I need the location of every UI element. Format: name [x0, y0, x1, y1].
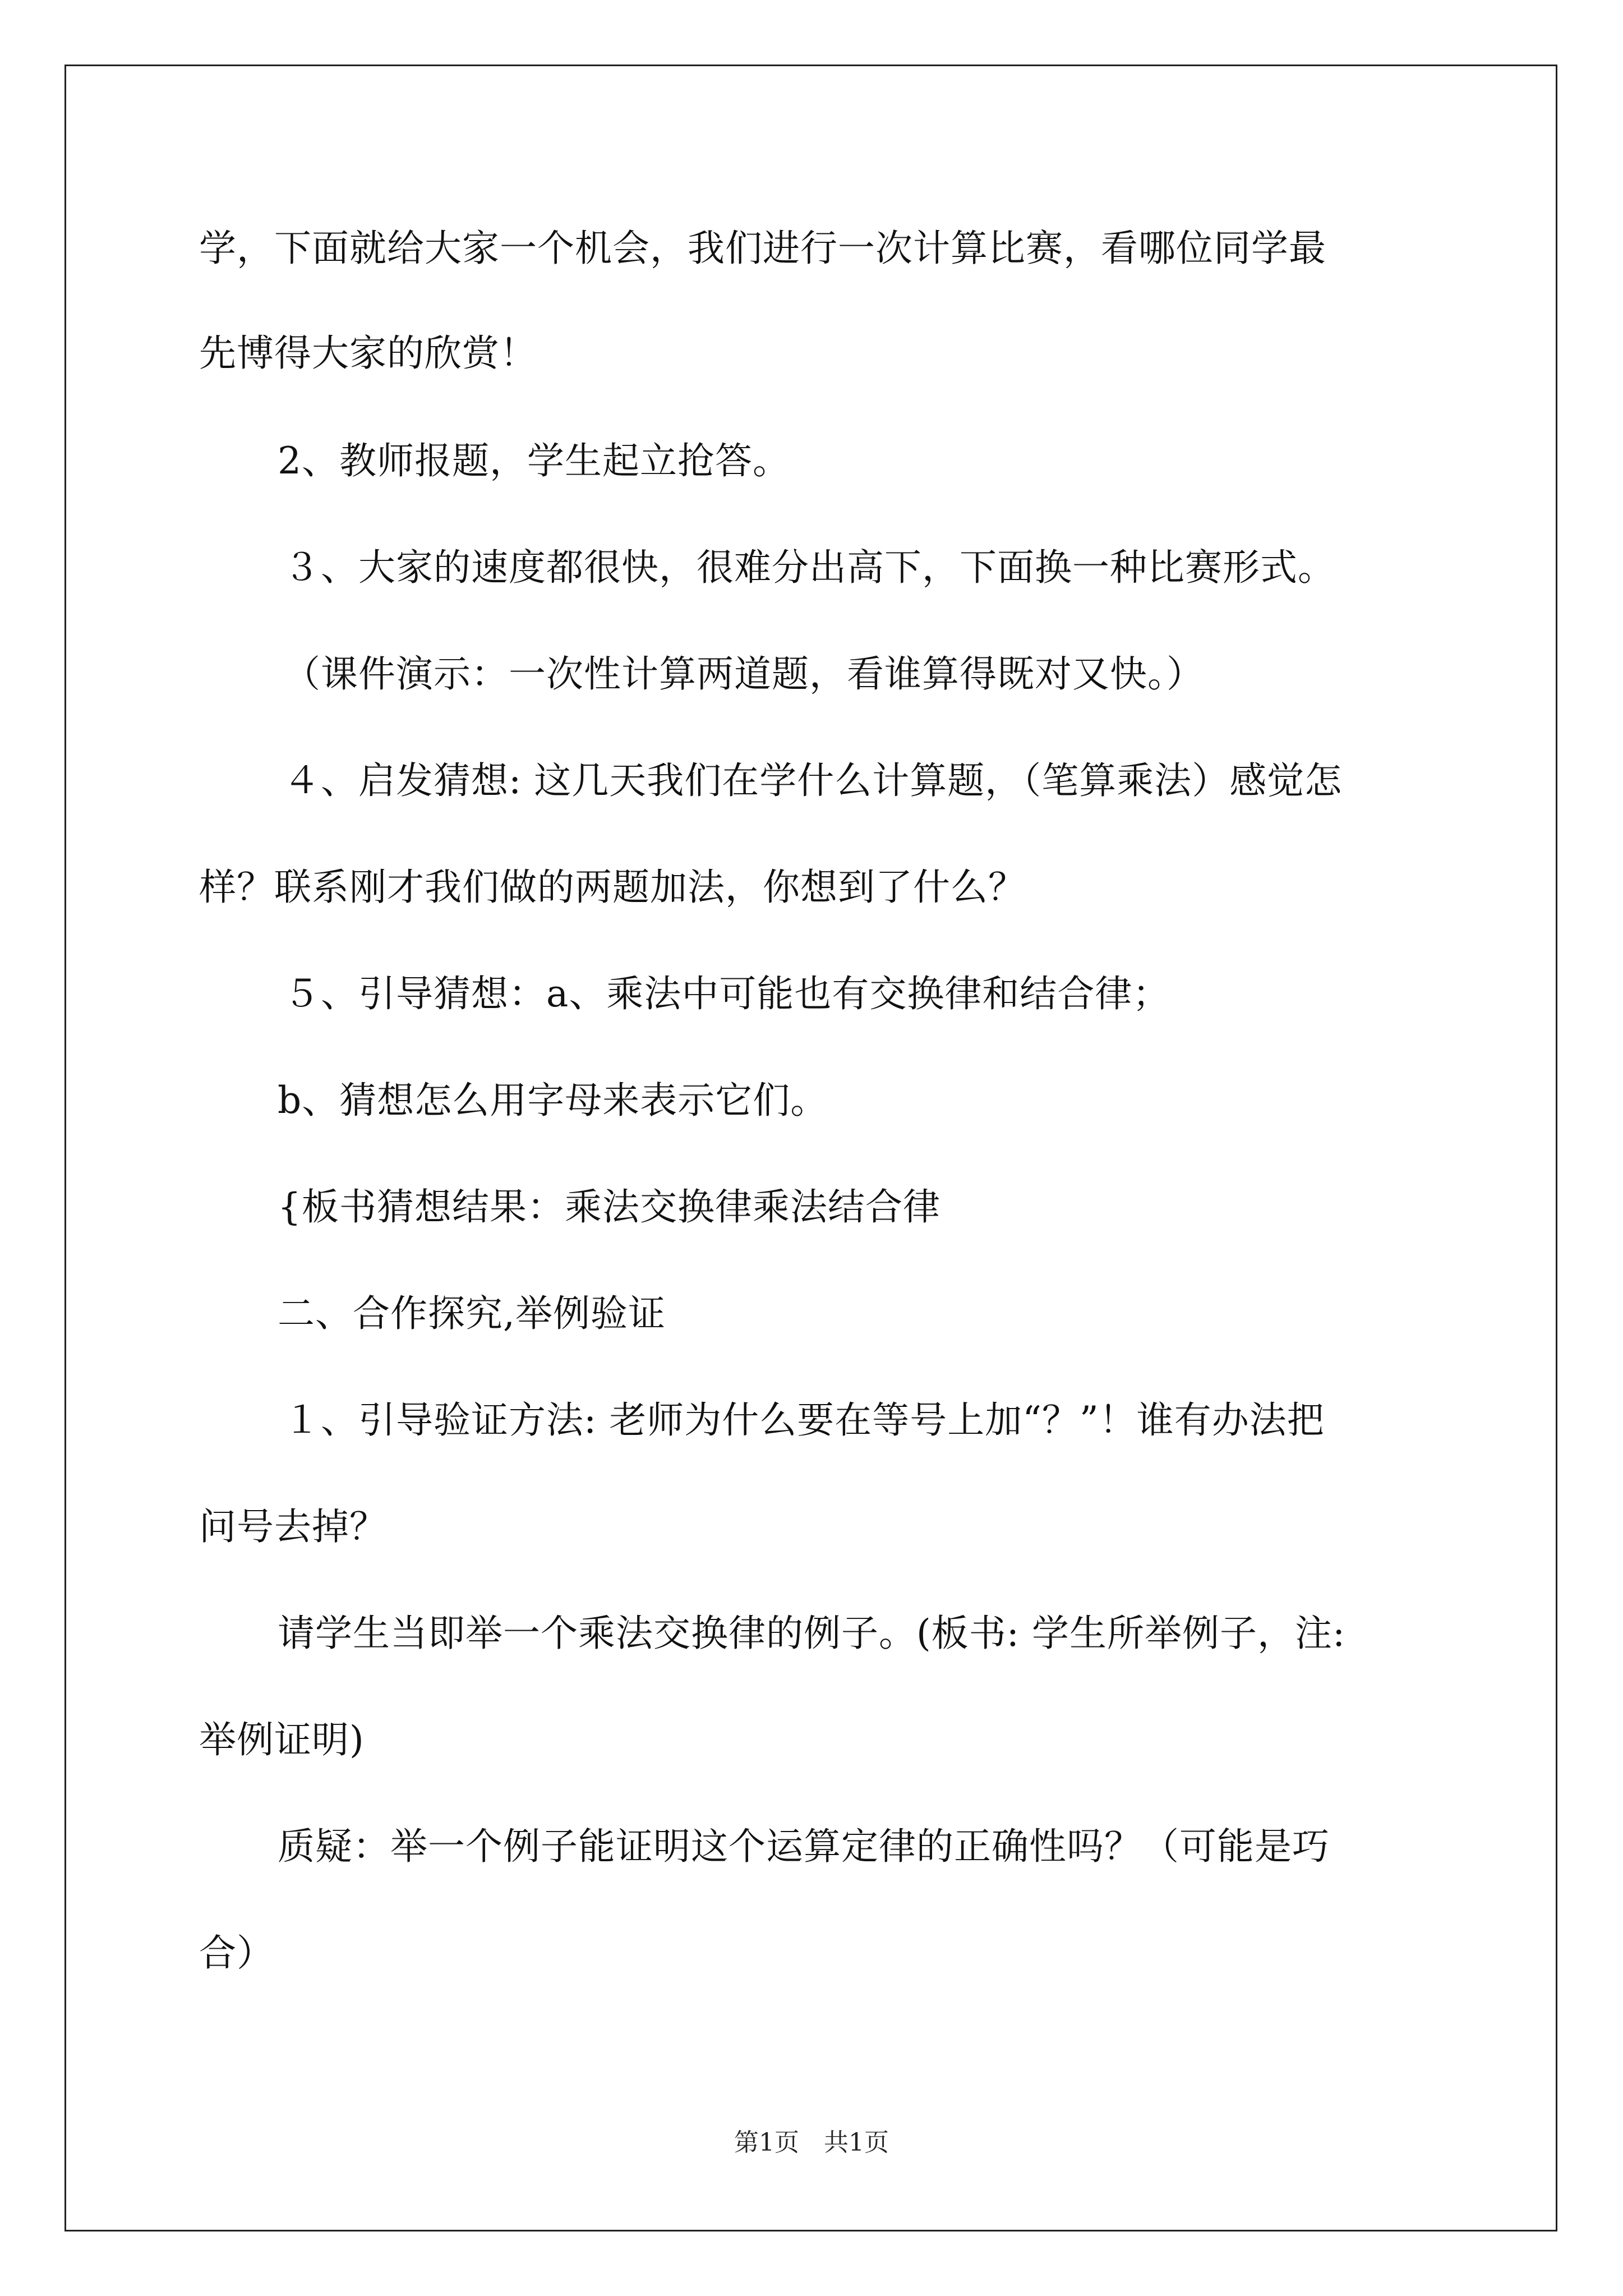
paragraph-line-17: 合）: [199, 1931, 274, 1975]
paragraph-line-16: 质疑：举一个例子能证明这个运算定律的正确性吗？（可能是巧: [278, 1825, 1330, 1868]
paragraph-line-9: b、猜想怎么用字母来表示它们。: [278, 1079, 828, 1122]
paragraph-line-3: 2、教师报题，学生起立抢答。: [278, 439, 790, 482]
paragraph-line-8: ５、引导猜想：a、乘法中可能也有交换律和结合律；: [283, 972, 1170, 1015]
paragraph-line-2: 先博得大家的欣赏！: [199, 332, 537, 375]
paragraph-line-13: 问号去掉？: [199, 1505, 387, 1548]
page-border: [64, 65, 1557, 2231]
paragraph-line-11: 二、合作探究,举例验证: [278, 1292, 666, 1335]
paragraph-line-7: 样？联系刚才我们做的两题加法，你想到了什么？: [199, 866, 1026, 909]
paragraph-line-6: ４、启发猜想: 这几天我们在学什么计算题，（笔算乘法）感觉怎: [283, 759, 1343, 802]
paragraph-line-15: 举例证明): [199, 1718, 365, 1761]
paragraph-line-14: 请学生当即举一个乘法交换律的例子。(板书: 学生所举例子，注:: [278, 1612, 1346, 1655]
paragraph-line-12: １、引导验证方法: 老师为什么要在等号上加“？”！谁有办法把: [283, 1398, 1325, 1442]
paragraph-line-5: （课件演示：一次性计算两道题，看谁算得既对又快。）: [283, 652, 1204, 696]
paragraph-line-10: {板书猜想结果：乘法交换律乘法结合律: [278, 1185, 940, 1228]
paragraph-line-4: ３、大家的速度都很快，很难分出高下，下面换一种比赛形式。: [283, 546, 1335, 589]
page-number-footer: 第1页 共1页: [734, 2128, 889, 2157]
paragraph-line-1: 学，下面就给大家一个机会，我们进行一次计算比赛，看哪位同学最: [199, 227, 1326, 270]
